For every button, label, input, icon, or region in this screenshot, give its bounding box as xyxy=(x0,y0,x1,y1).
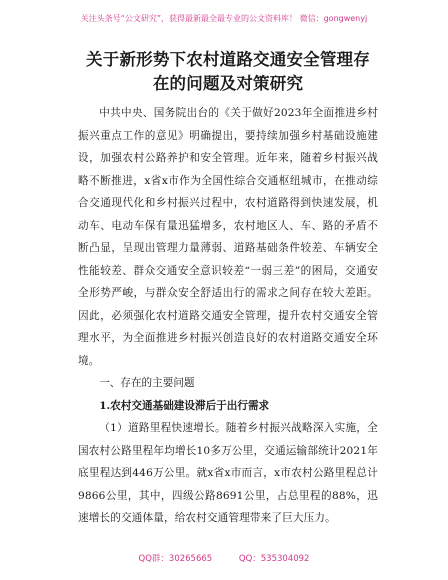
document-title: 关于新形势下农村道路交通安全管理存在的问题及对策研究 xyxy=(86,50,370,93)
section-heading: 一、存在的主要问题 xyxy=(99,377,195,389)
subsection-heading: 1.农村交通基础建设滞后于出行需求 xyxy=(99,399,270,412)
footer-contact xyxy=(0,552,448,564)
qq-text: QQ：535304092 xyxy=(238,554,310,564)
intro-paragraph: 中共中央、国务院出台的《关于做好2023年全面推进乡村振兴重点工作的意见》明确提出，要持续加强乡村基础设施建设，加强农村公路养护和安全管理。近年来，随着乡村振兴战略不断推进，x省x市作为全国性综合交通枢纽城市，在推动综合交通现代化和乡村振兴过程中，农村道路得到快速发展，机动车、电动车保有量迅猛增多，农村地区人、车、路的矛盾不断凸显，呈现出管理力量薄弱、道路基础条件较差、车辆安全性能较差、群众交通安全意识较差“一弱三差”的困局，交通安全形势严峻，与群众安全舒适出行的需求之间存在较大差距。因此，必须强化农村道路交通安全管理，提升农村交通安全管理水平，为全面推进乡村振兴创造良好的农村道路交通安全环境。 xyxy=(78,107,378,367)
body-paragraph: （1）道路里程快速增长。随着乡村振兴战略深入实施，全国农村公路里程年均增长10多万公里，交通运输部统计2021年底里程达到446万公里。就x省x市而言，x市农村公路里程总计9866公里，其中，四级公路8691公里，占总里程的88%，迅速增长的交通体量，给农村交通管理带来了巨大压力。 xyxy=(78,422,378,524)
top-banner: 关注头条号“公文研究”，获得最新最全最专业的公文资料库！ 微信：gongwenyj xyxy=(80,14,368,23)
document-body xyxy=(78,48,378,530)
qq-group-text: QQ群：30265665 xyxy=(138,554,213,564)
